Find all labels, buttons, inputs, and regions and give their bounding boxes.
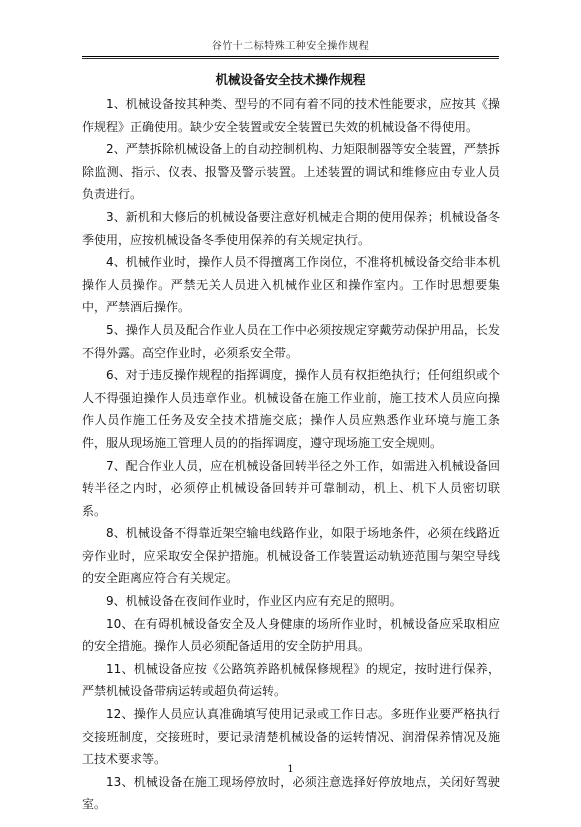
page-header: 谷竹十二标特殊工种安全操作规程 xyxy=(211,41,370,52)
document-body xyxy=(82,93,500,816)
paragraph: 7、配合作业人员，应在机械设备回转半径之外工作，如需进入机械设备回转半径之内时，必须停止机械设备回转并可靠制动，机上、机下人员密切联系。 xyxy=(82,458,500,518)
paragraph: 13、机械设备在施工现场停放时，必须注意选择好停放地点，关闭好驾驶室。 xyxy=(82,774,500,812)
paragraph: 9、机械设备在夜间作业时，作业区内应有充足的照明。 xyxy=(106,594,402,609)
paragraph: 4、机械作业时，操作人员不得擅离工作岗位，不准将机械设备交给非本机操作人员操作。严禁无关人员进入机械作业区和操作室内。工作时思想要集中，严禁酒后操作。 xyxy=(82,255,500,315)
paragraph: 5、操作人员及配合作业人员在工作中必须按规定穿戴劳动保护用品，长发不得外露。高空作业时，必须系安全带。 xyxy=(82,322,500,360)
paragraph: 8、机械设备不得靠近架空输电线路作业，如限于场地条件，必须在线路近旁作业时，应采取安全保护措施。机械设备工作装置运动轨迹范围与架空导线的安全距离应符合有关规定。 xyxy=(82,526,500,586)
paragraph: 3、新机和大修后的机械设备要注意好机械走合期的使用保养；机械设备冬季使用，应按机械设备冬季使用保养的有关规定执行。 xyxy=(82,209,500,247)
paragraph: 11、机械设备应按《公路筑养路机械保修规程》的规定，按时进行保养，严禁机械设备带病运转或超负荷运转。 xyxy=(82,661,500,699)
header-rule xyxy=(82,56,499,57)
header-rule-thin xyxy=(82,58,499,59)
paragraph: 6、对于违反操作规程的指挥调度，操作人员有权拒绝执行；任何组织或个人不得强迫操作人员违章作业。机械设备在施工作业前，施工技术人员应向操作人员作施工任务及安全技术措施交底；操作人员应熟悉作业环境与施工条件，服从现场施工管理人员的的指挥调度，遵守现场施工安全规则。 xyxy=(82,368,500,450)
paragraph: 1、机械设备按其种类、型号的不同有着不同的技术性能要求，应按其《操作规程》正确使用。缺少安全装置或安全装置已失效的机械设备不得使用。 xyxy=(82,97,500,134)
paragraph: 10、在有碍机械设备安全及人身健康的场所作业时，机械设备应采取相应的安全措施。操作人员必须配备适用的安全防护用具。 xyxy=(82,616,500,654)
document-title: 机械设备安全技术操作规程 xyxy=(215,72,366,87)
paragraph: 12、操作人员应认真准确填写使用记录或工作日志。多班作业要严格执行交接班制度，交接班时，要记录清楚机械设备的运转情况、润滑保养情况及施工技术要求等。 xyxy=(82,707,500,767)
paragraph: 2、严禁拆除机械设备上的自动控制机构、力矩限制器等安全装置，严禁拆除监测、指示、仪表、报警及警示装置。上述装置的调试和维修应由专业人员负责进行。 xyxy=(82,142,500,202)
page-number: 1 xyxy=(287,764,294,775)
